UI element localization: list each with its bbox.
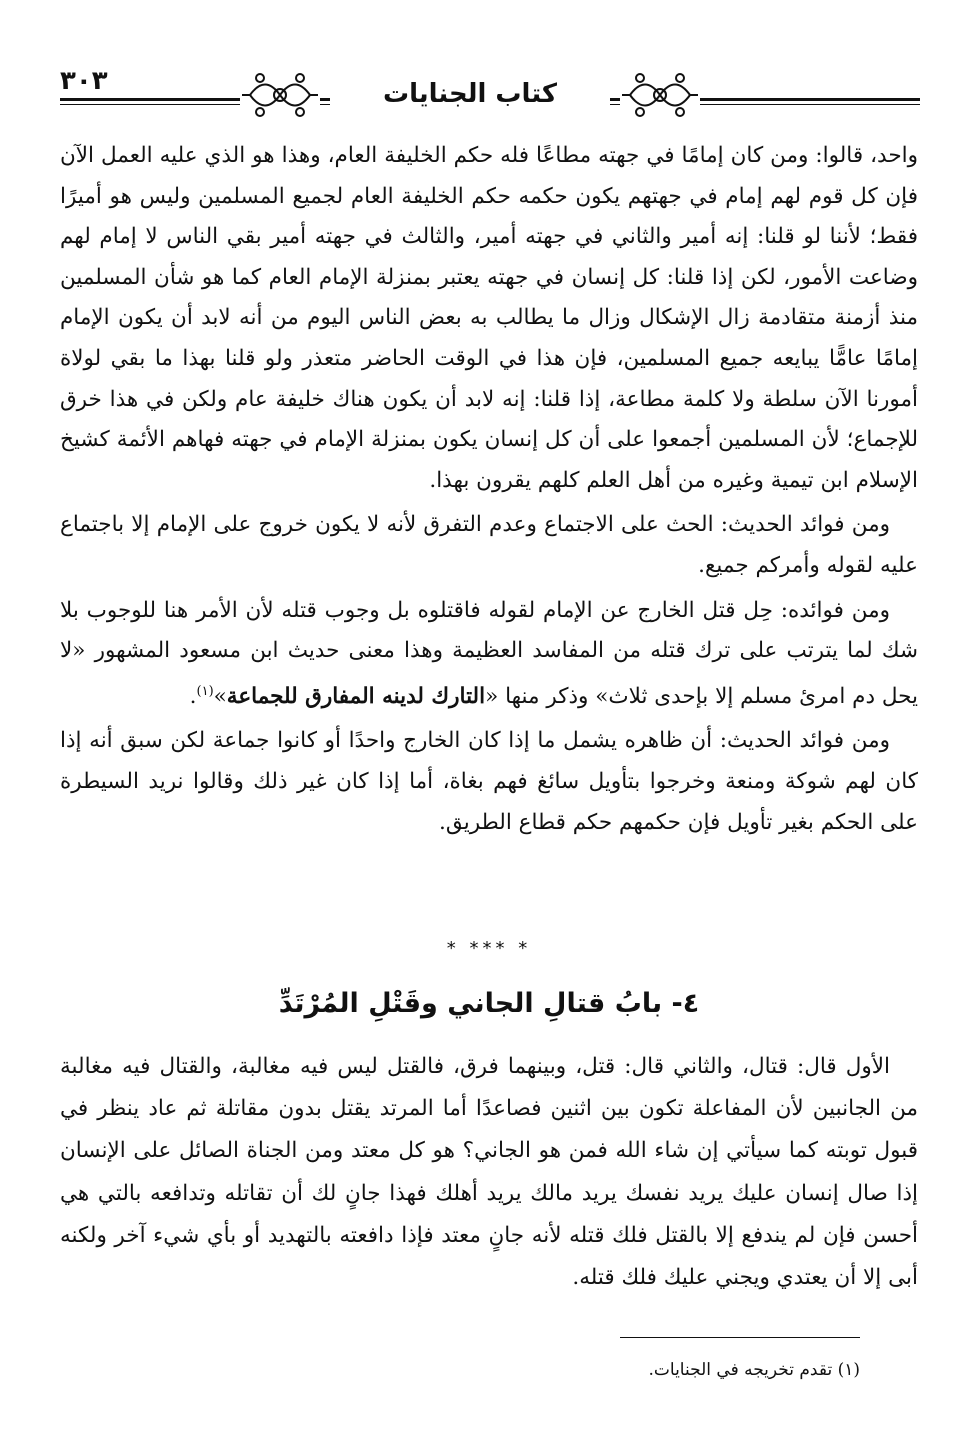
paragraph-benefit-killing <box>60 591 918 718</box>
paragraph-text: ومن فوائده: حِل قتل الخارج عن الإمام لقوله فاقتلوه بل وجوب قتله لأن الأمر هنا للوجوب بلا شك لما يترتب على ترك قتله من المفاسد العظيمة وهذا معنى حديث ابن مسعود المشهور «لا يحل دم امرئ مسلم إلا بإحدى ثلاث» وذكر منها « <box>60 597 918 709</box>
main-text <box>60 136 918 843</box>
paragraph-end: . <box>189 683 197 709</box>
chapter-paragraph: الأول قال: قتال، والثاني قال: قتل، وبينهما فرق، فالقتل ليس فيه مغالبة، والقتال فيه مغالبة من الجانبين لأن المفاعلة تكون بين اثنين فصاعدًا أما المرتد يقتل بدون مقاتلة ثم عاد ينظر في قبول توبته كما سيأتي إن شاء الله فمن هو الجاني؟ هو كل معتد ومن الجناة الصائل على الإنسان إذا صال إنسان عليك يريد نفسك يريد مالك يريد أهلك فهذا جانٍ لك أن تقاتله وتدافعه بالتي هي أحسن فإن لم يندفع إلا بالقتل فلك قتله لأنه جانٍ معتد فإذا دافعته بالتهديد أو بأي شيء آخر ولكنه أبى إلا أن يعتدي ويجني عليك فلك قتله. <box>60 1054 918 1291</box>
page-number: ٣٠٣ <box>60 66 108 96</box>
footnote-reference[interactable]: (١) <box>196 683 214 699</box>
left-ornament-icon <box>240 64 320 126</box>
section-separator: * *** * <box>446 938 532 959</box>
chapter-heading: ٤- بابُ قتالِ الجاني وقَتْلِ المُرْتَدِّ <box>278 988 700 1019</box>
paragraph-benefit-scope: ومن فوائد الحديث: أن ظاهره يشمل ما إذا كان الخارج واحدًا أو كانوا جماعة لكن سبق أنه إذا كان لهم شوكة ومنعة وخرجوا بتأويل سائغ فهم بغاة، أما إذا كان غير ذلك وقالوا نريد السيطرة على الحكم بغير تأويل فإن حكمهم حكم قطاع الطريق. <box>60 728 918 835</box>
footnote-divider <box>620 1337 860 1338</box>
header-title: كتاب الجنايات <box>330 74 610 114</box>
closing-quote: » <box>213 683 227 709</box>
right-ornament-icon <box>620 64 700 126</box>
paragraph-continuation: واحد، قالوا: ومن كان إمامًا في جهته مطاعًا فله حكم الخليفة العام، وهذا هو الذي عليه العمل الآن فإن كل قوم لهم إمام في جهتهم يكون حكمه حكم الخليفة العام لجميع المسلمين وليس هو أميرًا فقط؛ لأننا لو قلنا: إنه أمير والثاني في جهته أمير، والثالث في جهته أمير بقي الناس لا إمام لهم وضاعت الأمور، لكن إذا قلنا: كل إنسان في جهته يعتبر بمنزلة الإمام العام كما هو شأن المسلمين منذ أزمنة متقادمة زال الإشكال وزال ما يطالب به بعض الناس اليوم من أنه لابد أن يكون الإمام إمامًا عامًّا يبايعه جميع المسلمين، فإن هذا في الوقت الحاضر متعذر ولو قلنا بهذا ما بقي لولاة أمورنا الآن سلطة ولا كلمة مطاعة، إذا قلنا: إنه لابد أن يكون هناك خليفة عام ولكن في هذا خرق للإجماع؛ لأن المسلمين أجمعوا على أن كل إنسان يكون بمنزلة الإمام في جهته فهاهم الأئمة كشيخ الإسلام ابن تيمية وغيره من أهل العلم كلهم يقرون بهذا. <box>60 143 918 493</box>
page-header <box>60 62 920 130</box>
paragraph-benefit-gathering: ومن فوائد الحديث: الحث على الاجتماع وعدم التفرق لأنه لا يكون خروج على الإمام إلا باجتماع عليه لقوله وأمركم جميع. <box>60 512 918 578</box>
footnote: (١) تقدم تخريجه في الجنايات. <box>648 1360 860 1380</box>
hadith-quote: التارك لدينه المفارق للجماعة <box>226 683 486 709</box>
chapter-text <box>60 1046 918 1299</box>
